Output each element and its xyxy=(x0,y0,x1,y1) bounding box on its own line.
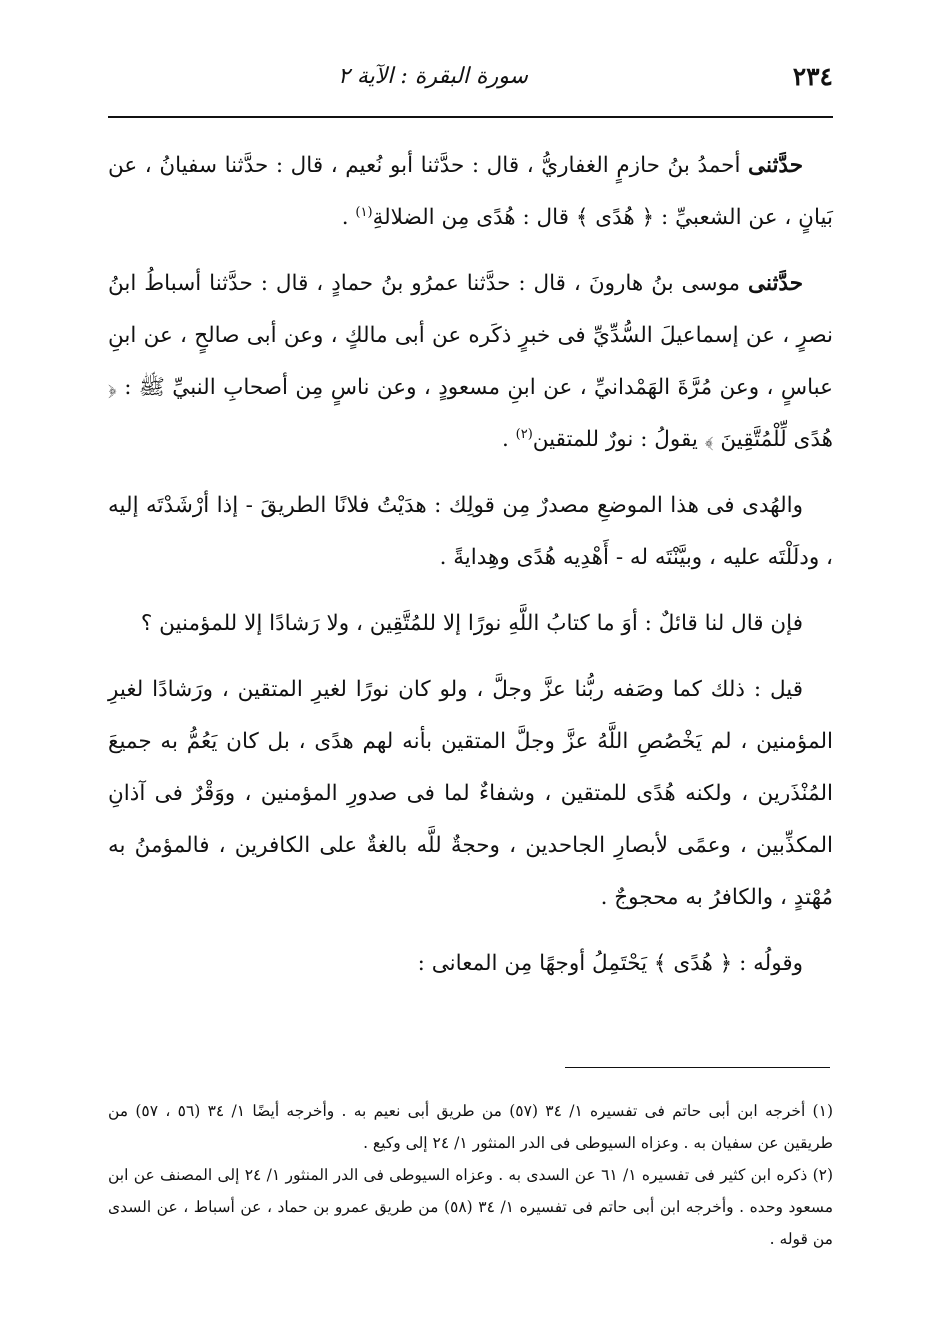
footnote-1: (١) أخرجه ابن أبى حاتم فى تفسيره ١/ ٣٤ (٥٧) من طريق أبى نعيم به . وأخرجه أيضًا ١/ ٣٤ (٥٦ ، ٥٧) من طريقين عن سفيان به . وعزاه السيوطى فى الدر المنثور ١/ ٢٤ إلى وكيع . xyxy=(108,1102,833,1152)
paragraph-4 xyxy=(108,598,833,650)
header-rule xyxy=(108,116,833,118)
paragraph-2 xyxy=(108,258,833,466)
paragraph-tail: . xyxy=(501,427,516,452)
main-text xyxy=(108,140,833,1004)
paragraph-text: أحمدُ بنُ حازمٍ الغفاريُّ ، قال : حدَّثنا أبو نُعيم ، قال : حدَّثنا سفيانُ ، عن بَيانٍ ، عن الشعبيِّ : ﴿ هُدًى ﴾ قال : هُدًى مِن الضلالةِ xyxy=(108,153,833,230)
paragraph-lead: حدَّثنى xyxy=(748,271,803,296)
paragraph-5 xyxy=(108,664,833,924)
paragraph-6 xyxy=(108,938,833,990)
paragraph-tail: . xyxy=(341,205,356,230)
page-header xyxy=(108,62,833,102)
footnote-separator xyxy=(565,1067,830,1068)
paragraph-text: موسى بنُ هارونَ ، قال : حدَّثنا عمرُو بنُ حمادٍ ، قال : حدَّثنا أسباطُ ابنُ نصرٍ ، عن إسماعيلَ السُّدِّيِّ فى خبرٍ ذكَره عن أبى مالكٍ ، وعن أبى صالحٍ ، عن ابنِ عباسٍ ، وعن مُرَّةَ الهَمْدانيِّ ، عن ابنِ مسعودٍ ، وعن ناسٍ مِن أصحابِ النبيِّ ﷺ : ﴿ هُدًى لِّلْمُتَّقِينَ ﴾ يقولُ : نورٌ للمتقين xyxy=(108,271,833,452)
running-title: سورة البقرة : الآية ٢ xyxy=(338,64,528,89)
footnote-ref-1: (١) xyxy=(355,204,373,220)
footnote-2: (٢) ذكره ابن كثير فى تفسيره ١/ ٦١ عن السدى به . وعزاه السيوطى فى الدر المنثور ١/ ٢٤ إلى المصنف عن ابن مسعود وحده . وأخرجه ابن أبى حاتم فى تفسيره ١/ ٣٤ (٥٨) من طريق عمرو بن حماد ، عن أسباط ، عن السدى من قوله . xyxy=(108,1166,834,1248)
paragraph-3 xyxy=(108,480,833,584)
paragraph-1 xyxy=(108,140,833,244)
paragraph-text: فإن قال لنا قائلٌ : أوَ ما كتابُ اللَّهِ نورًا إلا للمُتَّقِين ، ولا رَشادًا إلا للمؤمنين ؟ xyxy=(140,611,803,636)
page-number: ٢٣٤ xyxy=(792,62,833,91)
paragraph-text: والهُدى فى هذا الموضعِ مصدرٌ مِن قولِك : هدَيْتُ فلانًا الطريقَ - إذا أرْشَدْتَه إليه ، ودلَلْتَه عليه ، وبيَّنْتَه له - أَهْدِيه هُدًى وهِدايةً . xyxy=(108,493,833,570)
paragraph-text: وقولُه : ﴿ هُدًى ﴾ يَحْتَمِلُ أوجهًا مِن المعانى : xyxy=(417,951,803,976)
paragraph-text: قيل : ذلك كما وصَفه ربُّنا عزَّ وجلَّ ، ولو كان نورًا لغيرِ المتقين ، ورَشادًا لغيرِ المؤمنين ، لم يَخْصُصِ اللَّهُ عزَّ وجلَّ المتقين بأنه لهم هدًى ، بل كان يَعُمُّ به جميعَ المُنْذَرين ، ولكنه هُدًى للمتقين ، وشفاءٌ لما فى صدورِ المؤمنين ، ووَقْرٌ فى آذانِ المكذِّبين ، وعمًى لأبصارِ الجاحدين ، وحجةٌ للَّه بالغةٌ على الكافرين ، فالمؤمنُ به مُهْتدٍ ، والكافرُ به محجوجٌ . xyxy=(108,677,833,910)
paragraph-lead: حدَّثنى xyxy=(748,153,803,178)
footnotes xyxy=(108,1095,833,1255)
footnote-ref-2: (٢) xyxy=(515,426,533,442)
